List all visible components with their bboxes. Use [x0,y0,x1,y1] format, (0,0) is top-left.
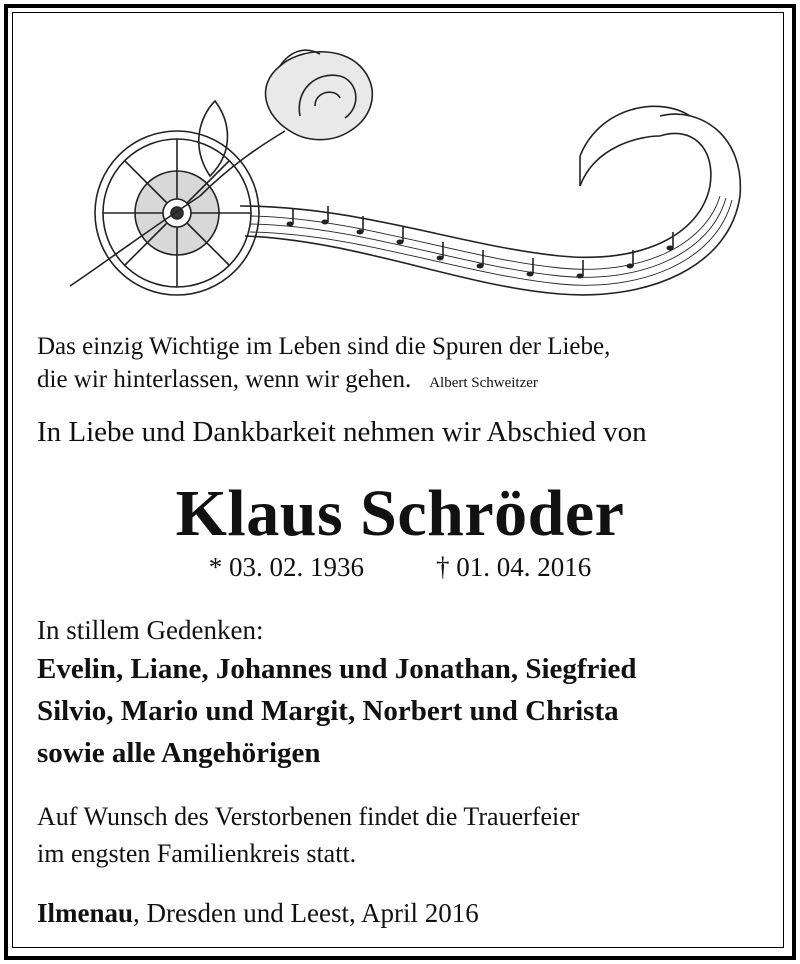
place-rest: , Dresden und Leest, April 2016 [133,898,479,928]
quote-author: Albert Schweitzer [429,375,538,391]
mourners-line: sowie alle Angehörigen [37,737,321,769]
funeral-note-line-1: Auf Wunsch des Verstorbenen findet die Trauerfeier [37,802,580,831]
deceased-name: Klaus Schröder [175,477,625,550]
film-reel-icon [95,131,259,295]
mourners-line: Evelin, Liane, Johannes und Jonathan, Siegfried [37,653,637,685]
mourning-label: In stillem Gedenken: [37,615,264,645]
quote-line-2-text: die wir hinterlassen, wenn wir gehen. [37,366,412,393]
mourners-list [37,648,636,774]
birth-date: * 03. 02. 1936 [208,552,364,582]
quote-line-2 [37,366,538,394]
life-dates [0,552,800,583]
rose-film-reel-illustration [40,36,760,316]
place-city: Ilmenau [37,898,134,928]
mourners-line: Silvio, Mario und Margit, Norbert und Christa [37,695,619,727]
death-date: † 01. 04. 2016 [436,552,592,582]
funeral-note [37,798,579,872]
place-and-date [37,898,479,929]
funeral-note-line-2: im engsten Familienkreis statt. [37,839,357,868]
farewell-intro: In Liebe und Dankbarkeit nehmen wir Abschied von [37,416,647,448]
quote-line-1: Das einzig Wichtige im Leben sind die Spuren der Liebe, [37,333,611,360]
